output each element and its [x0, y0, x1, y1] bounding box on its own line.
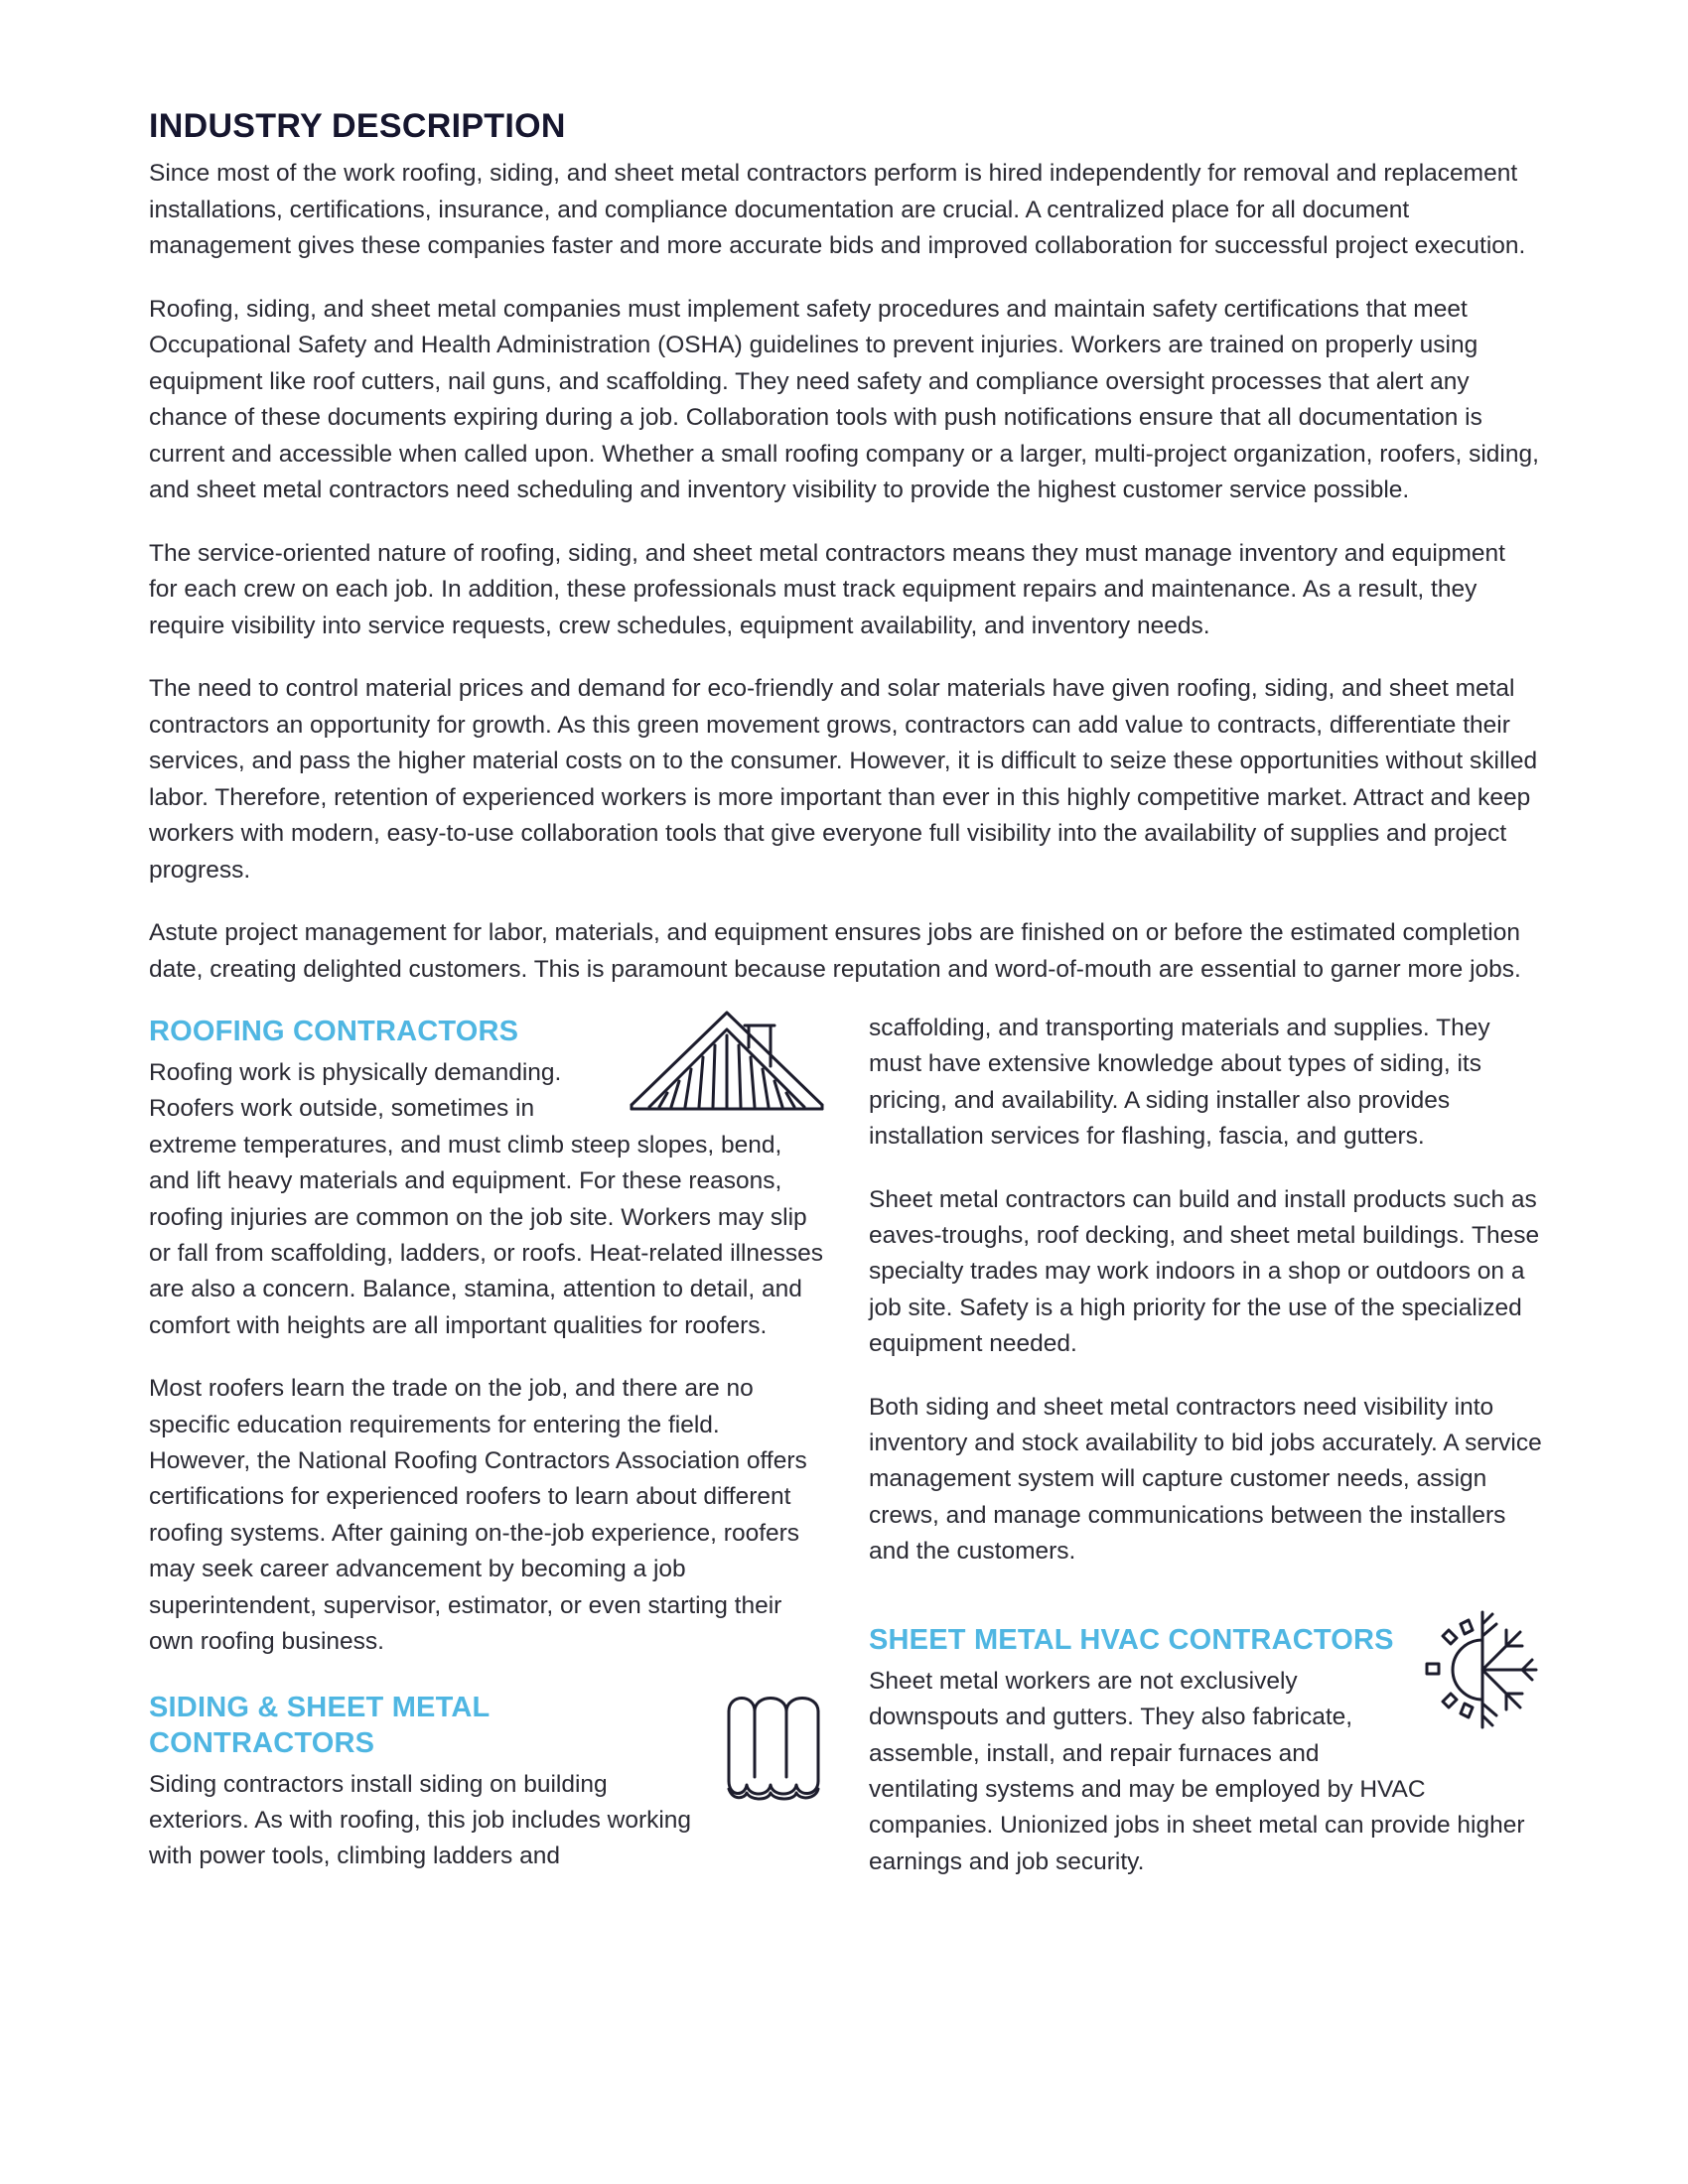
siding-sheet-metal-heading: SIDING & SHEET METAL CONTRACTORS — [149, 1691, 490, 1759]
corrugated-siding-icon — [725, 1690, 824, 1801]
sun-snowflake-icon — [1421, 1608, 1544, 1731]
sheet-metal-paragraph: Both siding and sheet metal contractors need visibility into inventory and stock availability to bid jobs accurately. A service management system will capture customer needs, assign crews, and manage communications between the installers and the customers. — [869, 1393, 1542, 1566]
sheet-metal-hvac-heading: SHEET METAL HVAC CONTRACTORS — [869, 1623, 1394, 1656]
intro-paragraph: Since most of the work roofing, siding, and sheet metal contractors perform is hired independently for removal and replacement installations, certifications, insurance, and compliance documentation are crucial. A centralized place for all document management gives these companies faster and more accurate bids and improved collaboration for successful project execution. — [149, 160, 1526, 259]
siding-paragraph-continued: scaffolding, and transporting materials and supplies. They must have extensive knowledge about types of siding, its pricing, and availability. A siding installer also provides installation services for flashing, fascia, and gutters. — [869, 1015, 1490, 1151]
roof-icon — [630, 1010, 824, 1117]
hvac-section — [869, 1622, 1544, 1880]
roofing-contractors-heading: ROOFING CONTRACTORS — [149, 1016, 519, 1047]
industry-description-body — [149, 156, 1539, 988]
intro-paragraph: The service-oriented nature of roofing, siding, and sheet metal contractors means they must manage inventory and equipment for each crew on each job. In addition, these professionals must track equipment repairs and maintenance. As a result, they require visibility into service requests, crew schedules, equipment availability, and inventory needs. — [149, 539, 1505, 639]
siding-section — [149, 1690, 824, 1875]
document-page — [149, 107, 1542, 1927]
roofing-section — [149, 1014, 824, 1661]
roofing-paragraph: Most roofers learn the trade on the job, and there are no specific education requirements for entering the field. However, the National Roofing Contractors Association offers certifications for experienced roofers to learn about different roofing systems. After gaining on-the-job experience, roofers may seek career advancement by becoming a job superintendent, supervisor, estimator, or even starting their own roofing business. — [149, 1375, 807, 1656]
left-column — [149, 1014, 824, 1875]
sheet-metal-paragraph: Sheet metal contractors can build and install products such as eaves-troughs, roof decking, and sheet metal buildings. These specialty trades may work indoors in a shop or outdoors on a job site. Safety is a high priority for the use of the specialized equipment needed. — [869, 1185, 1540, 1358]
industry-description-heading: INDUSTRY DESCRIPTION — [149, 107, 566, 145]
intro-paragraph: Astute project management for labor, materials, and equipment ensures jobs are finished on or before the estimated completion date, creating delighted customers. This is paramount because reputation and word-of-mouth are essential to garner more jobs. — [149, 919, 1521, 983]
intro-paragraph: The need to control material prices and demand for eco-friendly and solar materials have given roofing, siding, and sheet metal contractors an opportunity for growth. As this green movement grows, contractors can add value to contracts, differentiate their services, and pass the higher material costs on to the consumer. However, it is difficult to seize these opportunities without skilled labor. Therefore, retention of experienced workers is more important than ever in this highly competitive market. Attract and keep workers with modern, easy-to-use collaboration tools that give everyone full visibility into the availability of supplies and project progress. — [149, 675, 1538, 884]
intro-paragraph: Roofing, siding, and sheet metal companies must implement safety procedures and maintain safety certifications that meet Occupational Safety and Health Administration (OSHA) guidelines to prevent injuries. Workers are trained on properly using equipment like roof cutters, nail guns, and scaffolding. They need safety and compliance oversight processes that alert any chance of these documents expiring during a job. Collaboration tools with push notifications ensure that all documentation is current and accessible when called upon. Whether a small roofing company or a larger, multi-project organization, roofers, siding, and sheet metal contractors need scheduling and inventory visibility to provide the highest customer service possible. — [149, 295, 1539, 503]
roofing-paragraph: Roofing work is physically demanding. Roofers work outside, sometimes in extreme temperatures, and must climb steep slopes, bend, and lift heavy materials and equipment. For these reasons, roofing injuries are common on the job site. Workers may slip or fall from scaffolding, ladders, or roofs. Heat-related illnesses are also a concern. Balance, stamina, attention to detail, and comfort with heights are all important qualities for roofers. — [149, 1059, 824, 1339]
right-column — [869, 1014, 1544, 1907]
hvac-paragraph: Sheet metal workers are not exclusively downspouts and gutters. They also fabricate, assemble, install, and repair furnaces and ventilating systems and may be employed by HVAC companies. Unionized jobs in sheet metal can provide higher earnings and job security. — [869, 1667, 1525, 1875]
siding-paragraph-start: Siding contractors install siding on building exteriors. As with roofing, this job includes working with power tools, climbing ladders and — [149, 1770, 692, 1870]
two-column-section — [149, 1014, 1542, 1927]
